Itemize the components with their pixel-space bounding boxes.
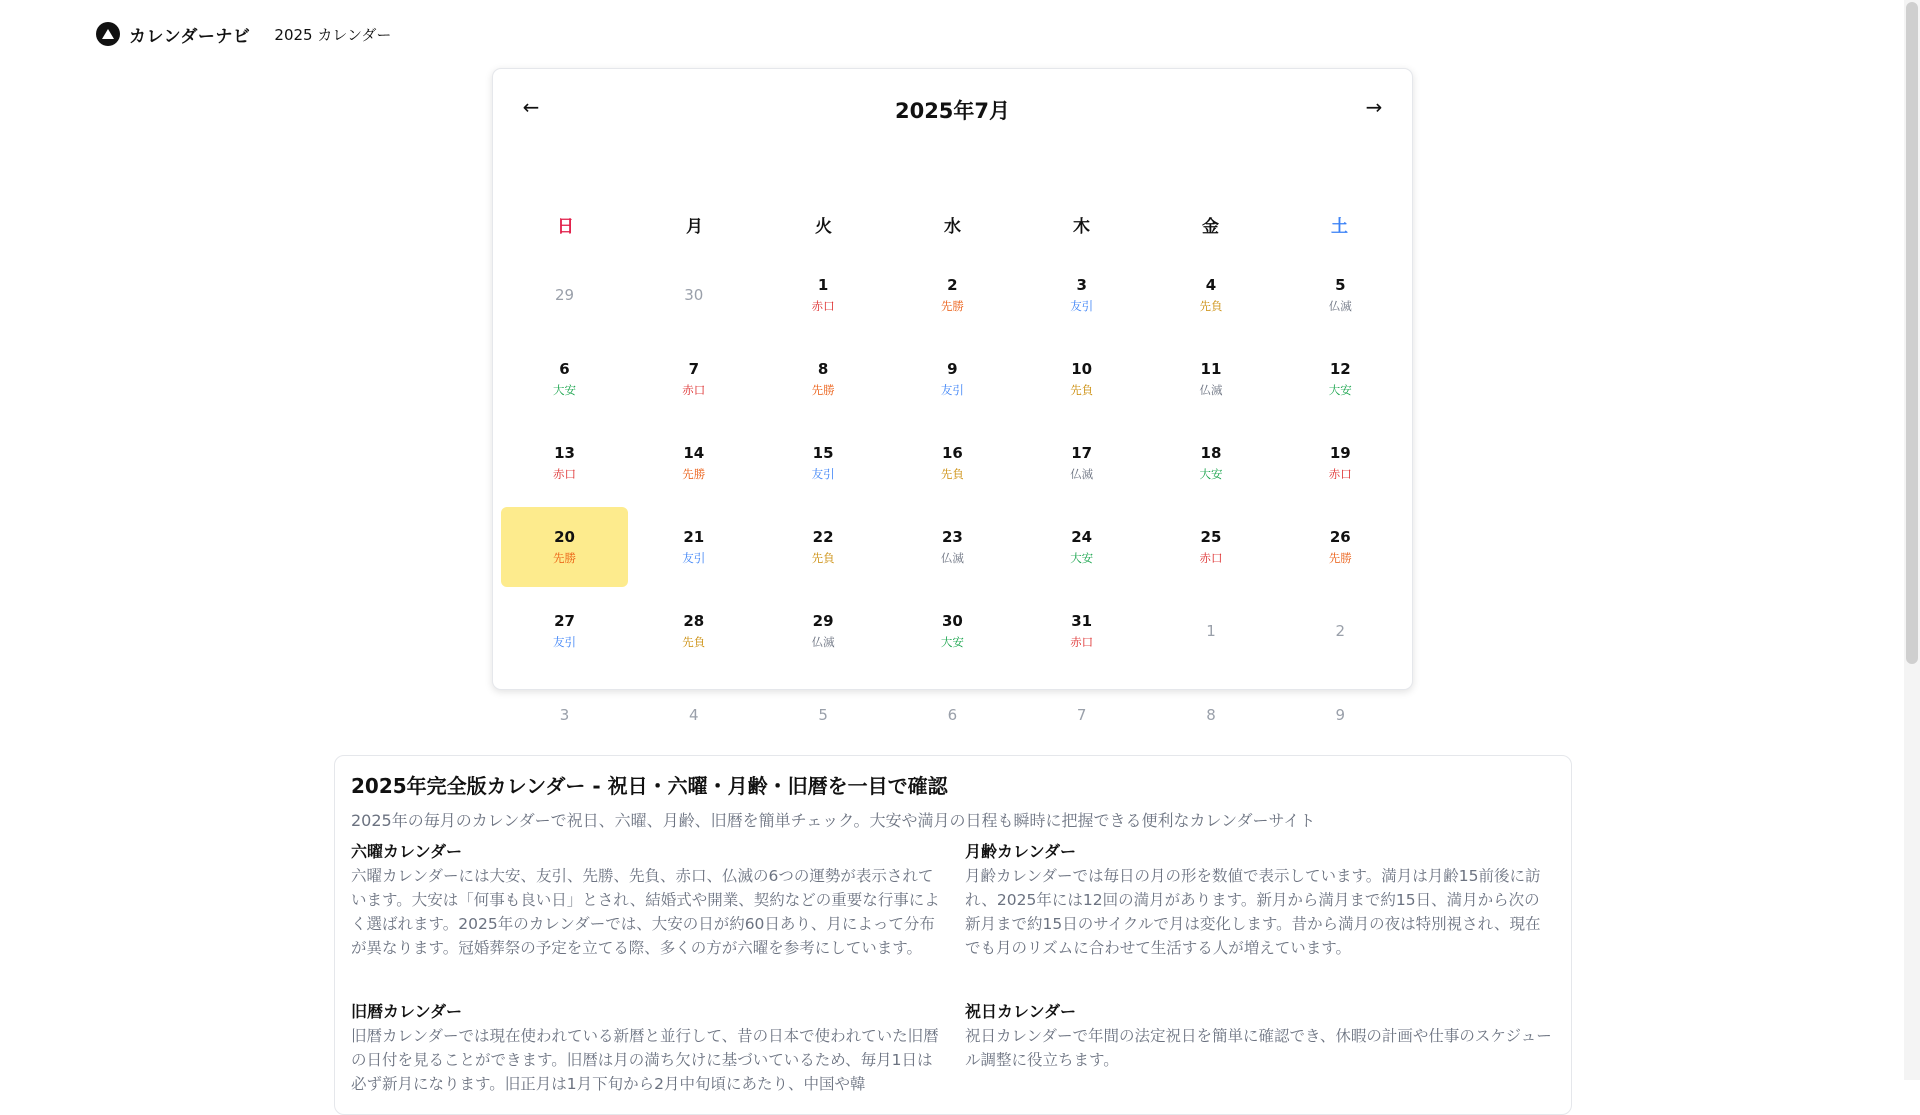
calendar-day[interactable] [630,507,757,587]
day-number: 29 [812,612,834,630]
day-number: 1 [817,276,829,294]
calendar-day[interactable] [1277,255,1404,335]
rokuyo-label: 先勝 [553,551,576,565]
day-number: 8 [817,360,829,378]
day-number: 1 [1206,622,1216,640]
calendar-day[interactable] [760,507,887,587]
day-number: 12 [1329,360,1351,378]
calendar-day[interactable] [889,591,1016,671]
calendar-day[interactable] [760,339,887,419]
calendar-day[interactable] [760,423,887,503]
calendar-day[interactable] [1147,591,1274,671]
rokuyo-label: 先勝 [811,383,835,397]
rokuyo-label: 友引 [553,635,576,649]
rokuyo-label: 赤口 [553,467,576,481]
day-number: 27 [554,612,575,630]
section-moon-age [965,840,1555,960]
rokuyo-label: 先勝 [1328,551,1352,565]
calendar-day[interactable] [889,507,1016,587]
rokuyo-label: 仏滅 [1328,299,1352,313]
calendar-day[interactable] [889,675,1016,755]
day-number: 9 [947,360,958,378]
calendar-grid [501,255,1404,755]
section-heading: 祝日カレンダー [965,1002,1076,1021]
info-card [334,755,1572,1115]
day-number: 2 [947,276,958,294]
day-number: 5 [1335,276,1346,294]
calendar-day[interactable] [1147,507,1274,587]
weekday-label: 月 [686,217,703,237]
day-number: 21 [683,528,705,546]
rokuyo-label: 赤口 [1199,551,1223,565]
rokuyo-label: 先負 [1070,383,1094,397]
info-subtitle: 2025年の毎月のカレンダーで祝日、六曜、月齢、旧暦を簡単チェック。大安や満月の日程も瞬時に把握できる便利なカレンダーサイト [351,811,1316,830]
calendar-day[interactable] [1018,675,1145,755]
day-number: 30 [684,286,704,304]
logo-icon[interactable] [96,22,120,46]
day-number: 6 [947,706,958,724]
day-number: 30 [941,612,963,630]
rokuyo-label: 先勝 [940,299,964,313]
calendar-day[interactable] [1147,423,1274,503]
rokuyo-label: 先負 [682,635,706,649]
calendar-day[interactable] [1018,591,1145,671]
calendar-day[interactable] [630,591,757,671]
calendar-day[interactable] [889,423,1016,503]
calendar-day[interactable] [1147,339,1274,419]
calendar-header [493,89,1412,133]
calendar-day[interactable] [630,423,757,503]
calendar-day[interactable] [1277,591,1404,671]
calendar-day[interactable] [1277,339,1404,419]
calendar-day[interactable] [760,591,887,671]
calendar-day[interactable] [501,591,628,671]
weekday-label: 土 [1331,217,1348,237]
calendar-day[interactable] [630,675,757,755]
calendar-day[interactable] [760,255,887,335]
day-number: 23 [941,528,963,546]
rokuyo-label: 仏滅 [1070,467,1094,481]
day-number: 2 [1335,622,1346,640]
day-number: 6 [559,360,570,378]
calendar-title: 2025年7月 [894,99,1011,123]
rokuyo-label: 大安 [940,635,964,649]
day-number: 25 [1200,528,1222,546]
day-number: 28 [683,612,705,630]
rokuyo-label: 大安 [1199,467,1223,481]
rokuyo-label: 仏滅 [1199,383,1223,397]
section-body: 旧暦カレンダーでは現在使われている新暦と並行して、昔の日本で使われていた旧暦の日付を見ることができます。旧暦は月の満ち欠けに基づいているため、毎月1日は必ず新月になります。旧正月は1月下旬から2月中旬頃にあたり、中国や韓 [351,1027,939,1093]
day-number: 4 [1205,276,1217,294]
rokuyo-label: 赤口 [811,299,835,313]
rokuyo-label: 仏滅 [811,635,835,649]
day-number: 15 [812,444,834,462]
section-body: 六曜カレンダーには大安、友引、先勝、先負、赤口、仏滅の6つの運勢が表示されています。大安は「何事も良い日」とされ、結婚式や開業、契約などの重要な行事によく選ばれます。2025年のカレンダーでは、大安の日が約60日あり、月によって分布が異なります。冠婚葬祭の予定を立てる際、多くの方が六曜を参考にしています。 [351,867,940,957]
day-number: 11 [1200,360,1222,378]
calendar-day[interactable] [889,339,1016,419]
day-number: 29 [554,286,575,304]
rokuyo-label: 友引 [940,383,964,397]
section-heading: 旧暦カレンダー [351,1002,462,1021]
day-number: 3 [1076,276,1087,294]
day-number: 3 [559,706,570,724]
calendar-day[interactable] [501,423,628,503]
day-number: 22 [812,528,834,546]
calendar-day[interactable] [1018,507,1145,587]
weekday-label: 水 [944,217,961,237]
rokuyo-label: 仏滅 [940,551,964,565]
day-number: 14 [683,444,705,462]
day-number: 31 [1071,612,1093,630]
calendar-day[interactable] [1018,339,1145,419]
rokuyo-label: 先勝 [682,467,706,481]
rokuyo-label: 大安 [1070,551,1094,565]
day-number: 9 [1335,706,1346,724]
day-number: 19 [1329,444,1351,462]
weekday-label: 金 [1202,217,1219,237]
section-holiday-calendar [965,1000,1555,1072]
calendar-day-today[interactable] [501,507,628,587]
day-number: 20 [554,528,575,546]
calendar-day[interactable] [1018,423,1145,503]
calendar-day[interactable] [760,675,887,755]
day-number: 7 [1076,706,1087,724]
brand-name[interactable]: カレンダーナビ [129,26,251,47]
nav-link-2025-calendar[interactable]: 2025 カレンダー [274,25,392,44]
day-number: 13 [554,444,575,462]
rokuyo-label: 友引 [682,551,706,565]
day-number: 16 [941,444,963,462]
day-number: 10 [1071,360,1093,378]
rokuyo-label: 友引 [811,467,835,481]
section-lunar-calendar [351,1000,941,1096]
calendar-day[interactable] [1147,675,1274,755]
calendar-day[interactable] [1277,507,1404,587]
rokuyo-label: 赤口 [682,383,706,397]
section-heading: 月齢カレンダー [965,842,1076,861]
weekday-label: 日 [557,217,574,237]
weekday-label: 木 [1073,217,1090,237]
prev-month-button[interactable]: ← [522,95,540,119]
day-number: 24 [1071,528,1093,546]
calendar-day[interactable] [1147,255,1274,335]
section-heading: 六曜カレンダー [351,842,462,861]
section-body: 月齢カレンダーでは毎日の月の形を数値で表示しています。満月は月齢15前後に訪れ、2025年には12回の満月があります。新月から満月まで約15日、満月から次の新月まで約15日のサイクルで月は変化します。昔から満月の夜は特別視され、現在でも月のリズムに合わせて生活する人が増えています。 [965,867,1541,957]
calendar-day[interactable] [1277,423,1404,503]
weekday-label: 火 [815,217,832,237]
day-number: 18 [1200,444,1222,462]
section-rokuyo [351,840,941,960]
scrollbar-thumb[interactable] [1906,2,1918,664]
day-number: 17 [1071,444,1093,462]
info-title: 2025年完全版カレンダー - 祝日・六曜・月齢・旧暦を一目で確認 [351,774,948,798]
day-number: 7 [688,360,700,378]
calendar-day[interactable] [630,339,757,419]
rokuyo-label: 先負 [940,467,964,481]
rokuyo-label: 大安 [1328,383,1352,397]
weekday-row [501,212,1404,237]
calendar-day[interactable] [630,255,757,335]
calendar-day[interactable] [501,255,628,335]
rokuyo-label: 赤口 [1070,635,1094,649]
day-number: 26 [1329,528,1351,546]
calendar-card [492,68,1413,724]
section-body: 祝日カレンダーで年間の法定祝日を簡単に確認でき、休暇の計画や仕事のスケジュール調整に役立ちます。 [965,1027,1552,1069]
day-number: 8 [1206,706,1216,724]
calendar-day[interactable] [501,339,628,419]
rokuyo-label: 大安 [553,383,576,397]
rokuyo-label: 先負 [1199,299,1223,313]
site-header [96,20,391,48]
day-number: 4 [689,706,699,724]
page-scrollbar[interactable] [1904,0,1920,1080]
calendar-day[interactable] [1018,255,1145,335]
rokuyo-label: 先負 [811,551,835,565]
rokuyo-label: 友引 [1070,299,1094,313]
calendar-day[interactable] [889,255,1016,335]
day-number: 5 [818,706,828,724]
rokuyo-label: 赤口 [1328,467,1352,481]
calendar-day[interactable] [501,675,628,755]
calendar-day[interactable] [1277,675,1404,755]
next-month-button[interactable]: → [1365,95,1383,119]
